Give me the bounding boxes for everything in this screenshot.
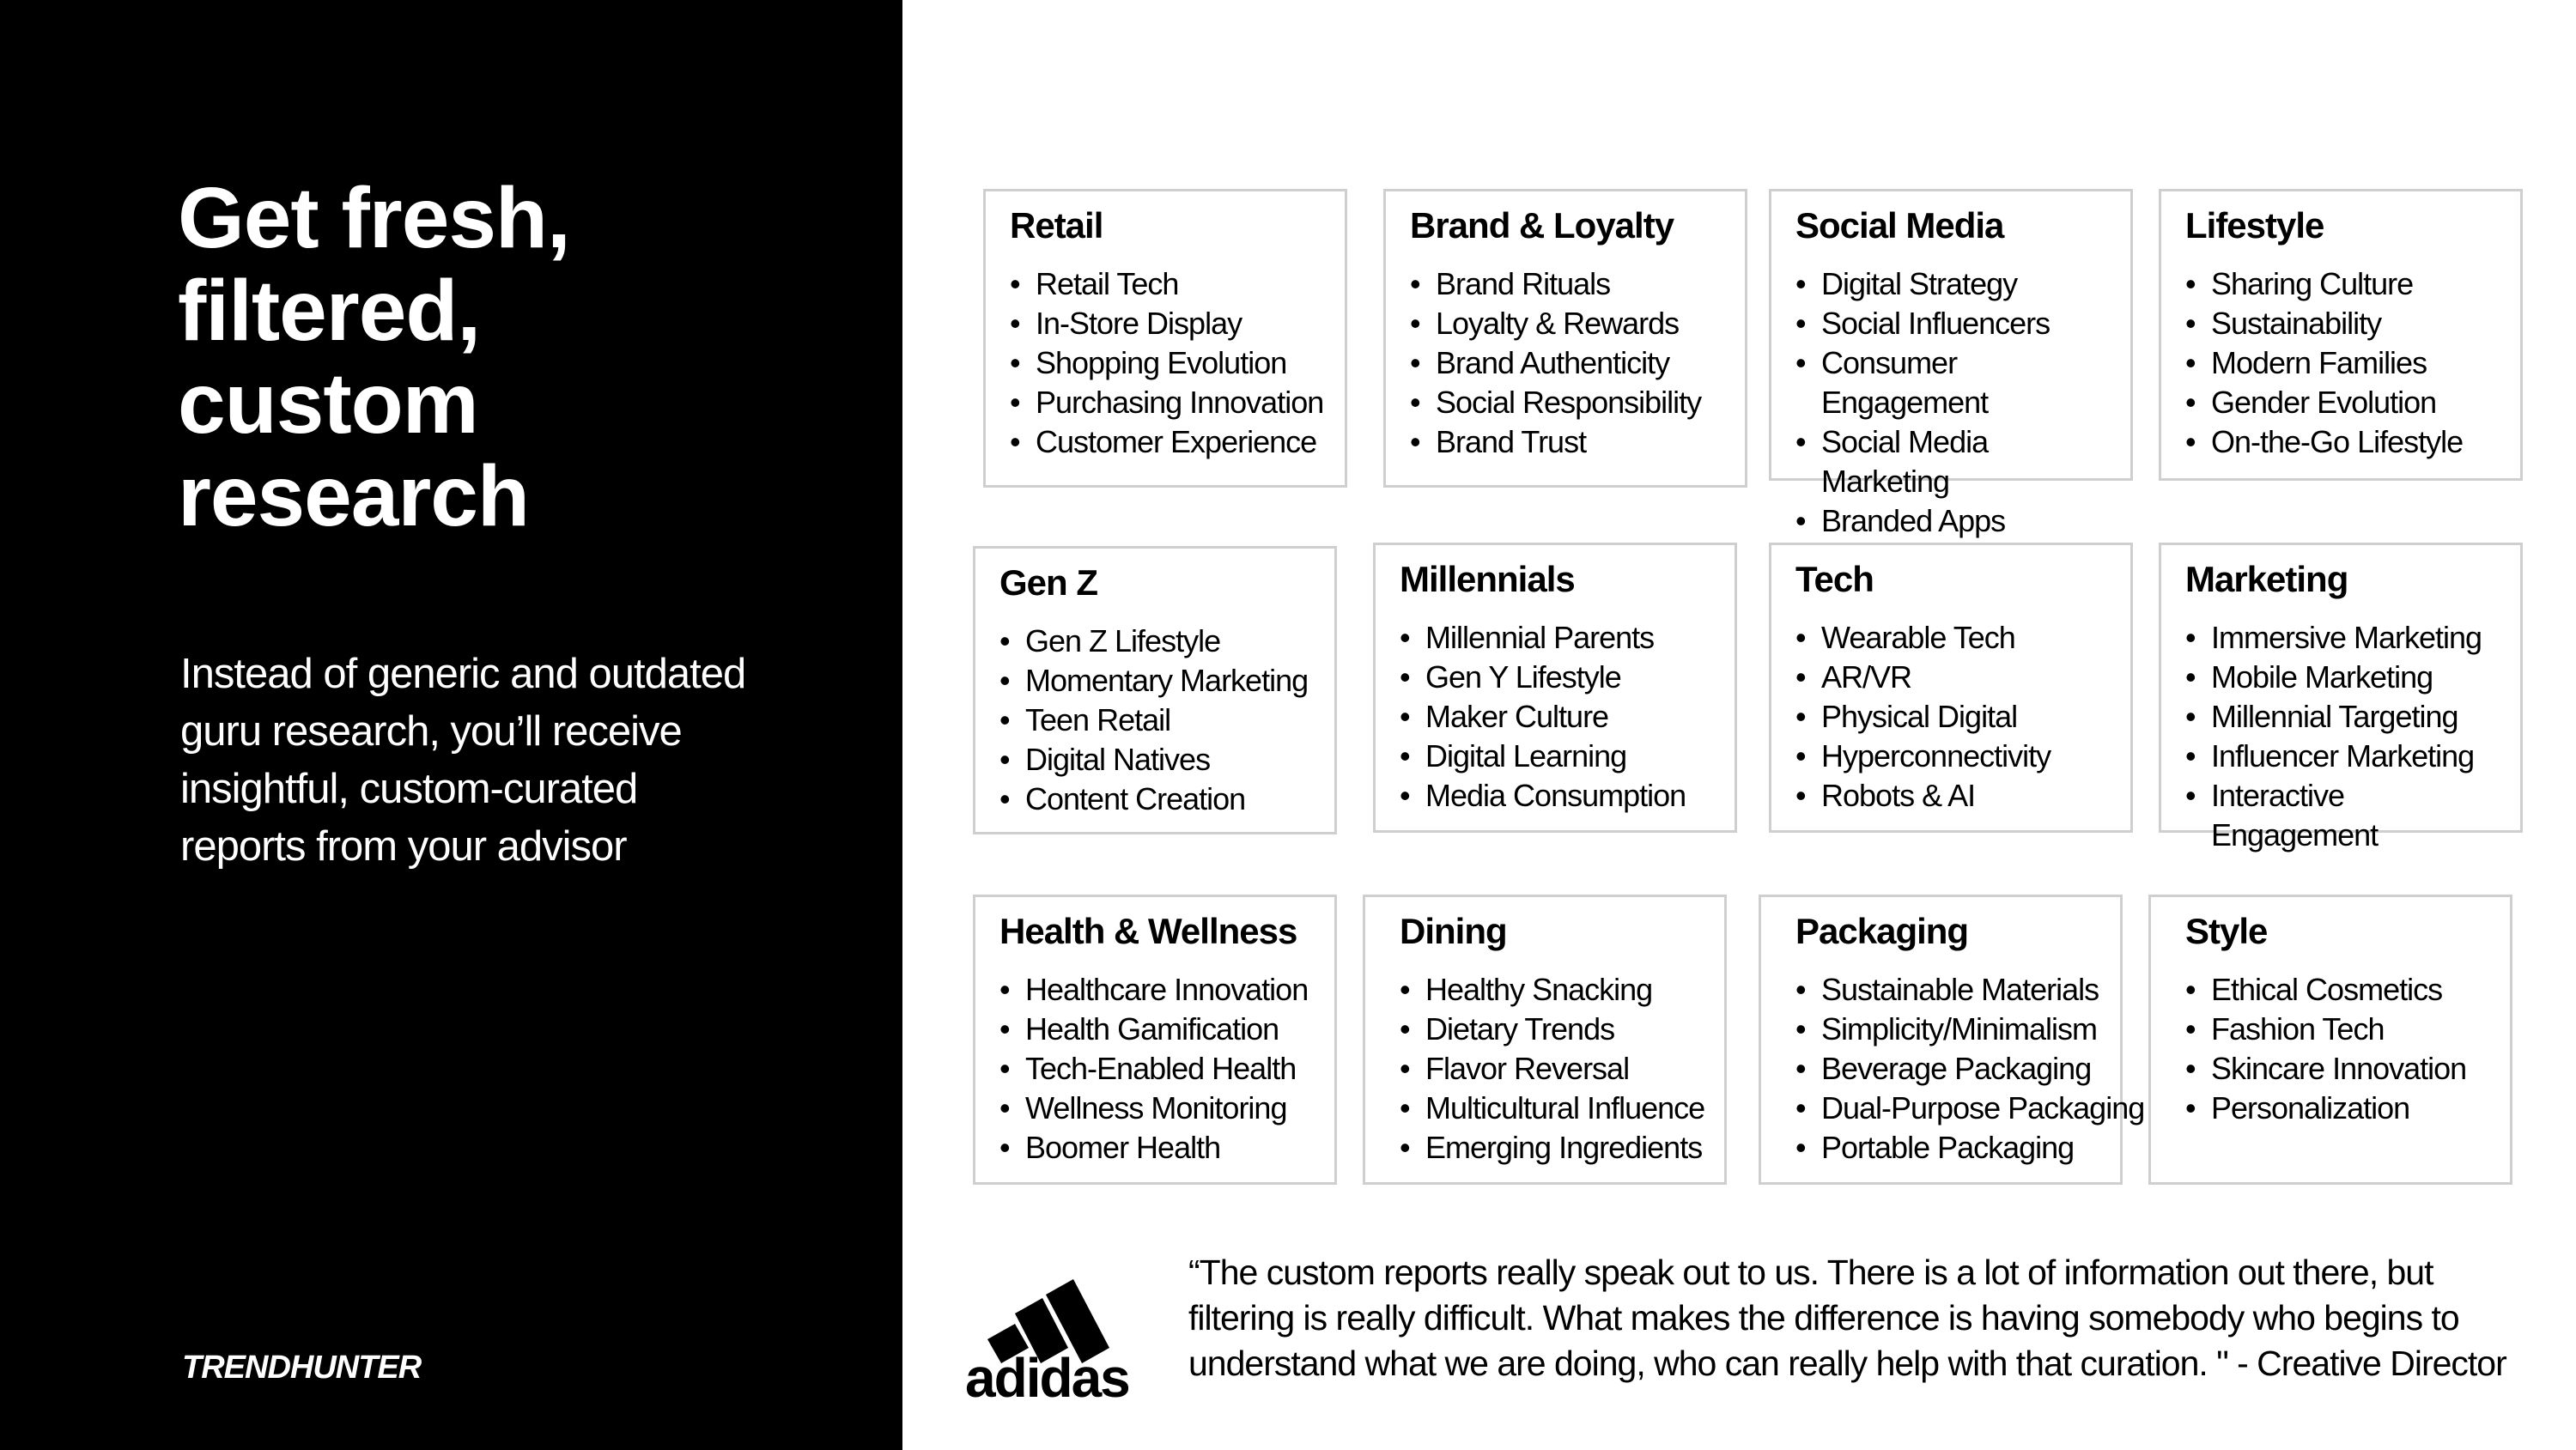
card-title: Brand & Loyalty xyxy=(1410,205,1674,246)
category-card-lifestyle xyxy=(2159,189,2523,481)
headline: Get fresh, filtered, custom research xyxy=(178,170,570,544)
list-item: • Boomer Health xyxy=(999,1128,1334,1168)
list-item: • Physical Digital xyxy=(1795,697,2130,737)
list-item: • Mobile Marketing xyxy=(2185,658,2520,697)
list-item: • Social Media Marketing xyxy=(1795,422,1993,501)
list-item: • Emerging Ingredients xyxy=(1400,1128,1724,1168)
category-card-millennials xyxy=(1373,543,1737,833)
list-item: • Interactive Engagement xyxy=(2185,776,2409,855)
list-item: • Millennial Targeting xyxy=(2185,697,2520,737)
list-item: • Flavor Reversal xyxy=(1400,1049,1724,1089)
list-item: • Digital Learning xyxy=(1400,737,1735,776)
category-card-health-wellness xyxy=(973,895,1337,1185)
list-item: • Modern Families xyxy=(2185,343,2520,383)
card-title: Style xyxy=(2185,911,2268,951)
list-item: • Content Creation xyxy=(999,780,1334,819)
list-item: • Wellness Monitoring xyxy=(999,1089,1334,1128)
card-title: Marketing xyxy=(2185,559,2348,599)
brand-logo: TRENDHUNTER xyxy=(182,1350,422,1386)
list-item: • Dual-Purpose Packaging xyxy=(1795,1089,2120,1128)
list-item: • Gen Z Lifestyle xyxy=(999,622,1334,661)
list-item: • Influencer Marketing xyxy=(2185,737,2520,776)
subtext: Instead of generic and outdated guru research, you’ll receive insightful, custom-curated reports from your advisor xyxy=(180,651,746,870)
list-item: • Ethical Cosmetics xyxy=(2185,970,2510,1010)
adidas-logo xyxy=(962,1271,1151,1408)
category-card-packaging xyxy=(1759,895,2145,1185)
list-item: • AR/VR xyxy=(1795,658,2130,697)
list-item: • In-Store Display xyxy=(1010,304,1345,343)
card-title: Social Media xyxy=(1795,205,2004,246)
list-item: • Millennial Parents xyxy=(1400,618,1735,658)
list-item: • Digital Strategy xyxy=(1795,264,2096,304)
list-item: • Branded Apps xyxy=(1795,501,2096,541)
list-item: • Multicultural Influence xyxy=(1400,1089,1724,1128)
list-item: • Retail Tech xyxy=(1010,264,1345,304)
list-item: • Sustainability xyxy=(2185,304,2520,343)
card-title: Lifestyle xyxy=(2185,205,2324,246)
list-item: • Simplicity/Minimalism xyxy=(1795,1010,2120,1049)
card-title: Gen Z xyxy=(999,562,1098,603)
category-card-marketing xyxy=(2159,543,2523,852)
logo-wordmark: adidas xyxy=(965,1347,1129,1409)
list-item: • Teen Retail xyxy=(999,701,1334,740)
list-item: • Digital Natives xyxy=(999,740,1334,780)
list-item: • Customer Experience xyxy=(1010,422,1345,462)
list-item: • Momentary Marketing xyxy=(999,661,1334,701)
list-item: • On-the-Go Lifestyle xyxy=(2185,422,2520,462)
list-item: • Tech-Enabled Health xyxy=(999,1049,1334,1089)
testimonial-quote: “The custom reports really speak out to us. There is a lot of information out there, but filtering is really difficult. What makes the difference is having somebody who begins to understand what we are doing, who can really help with that curation. " - Creative Director xyxy=(1188,1253,2506,1383)
card-title: Retail xyxy=(1010,205,1103,246)
list-item: • Purchasing Innovation xyxy=(1010,383,1345,422)
card-title: Tech xyxy=(1795,559,1874,599)
list-item: • Hyperconnectivity xyxy=(1795,737,2130,776)
category-card-gen-z xyxy=(973,546,1337,834)
category-card-dining xyxy=(1363,895,1727,1185)
list-item: • Maker Culture xyxy=(1400,697,1735,737)
list-item: • Beverage Packaging xyxy=(1795,1049,2120,1089)
category-card-style xyxy=(2148,895,2512,1185)
list-item: • Health Gamification xyxy=(999,1010,1334,1049)
list-item: • Wearable Tech xyxy=(1795,618,2130,658)
list-item: • Skincare Innovation xyxy=(2185,1049,2510,1089)
list-item: • Sustainable Materials xyxy=(1795,970,2120,1010)
list-item: • Portable Packaging xyxy=(1795,1128,2120,1168)
list-item: • Healthy Snacking xyxy=(1400,970,1724,1010)
category-card-social-media xyxy=(1769,189,2133,538)
list-item: • Gen Y Lifestyle xyxy=(1400,658,1735,697)
category-card-brand-loyalty xyxy=(1383,189,1747,488)
card-title: Packaging xyxy=(1795,911,1969,951)
list-item: • Social Influencers xyxy=(1795,304,2096,343)
list-item: • Media Consumption xyxy=(1400,776,1735,816)
list-item: • Brand Authenticity xyxy=(1410,343,1745,383)
list-item: • Sharing Culture xyxy=(2185,264,2520,304)
list-item: • Loyalty & Rewards xyxy=(1410,304,1745,343)
list-item: • Healthcare Innovation xyxy=(999,970,1334,1010)
list-item: • Shopping Evolution xyxy=(1010,343,1345,383)
list-item: • Fashion Tech xyxy=(2185,1010,2510,1049)
list-item: • Brand Trust xyxy=(1410,422,1745,462)
card-title: Millennials xyxy=(1400,559,1575,599)
list-item: • Robots & AI xyxy=(1795,776,2130,816)
card-title: Dining xyxy=(1400,911,1507,951)
list-item: • Brand Rituals xyxy=(1410,264,1745,304)
list-item: • Immersive Marketing xyxy=(2185,618,2520,658)
list-item: • Dietary Trends xyxy=(1400,1010,1724,1049)
category-card-retail xyxy=(983,189,1347,488)
left-panel xyxy=(0,0,902,1450)
list-item: • Social Responsibility xyxy=(1410,383,1745,422)
list-item: • Gender Evolution xyxy=(2185,383,2520,422)
list-item: • Personalization xyxy=(2185,1089,2510,1128)
list-item: • Consumer Engagement xyxy=(1795,343,1993,422)
category-card-tech xyxy=(1769,543,2133,833)
card-title: Health & Wellness xyxy=(999,911,1297,951)
